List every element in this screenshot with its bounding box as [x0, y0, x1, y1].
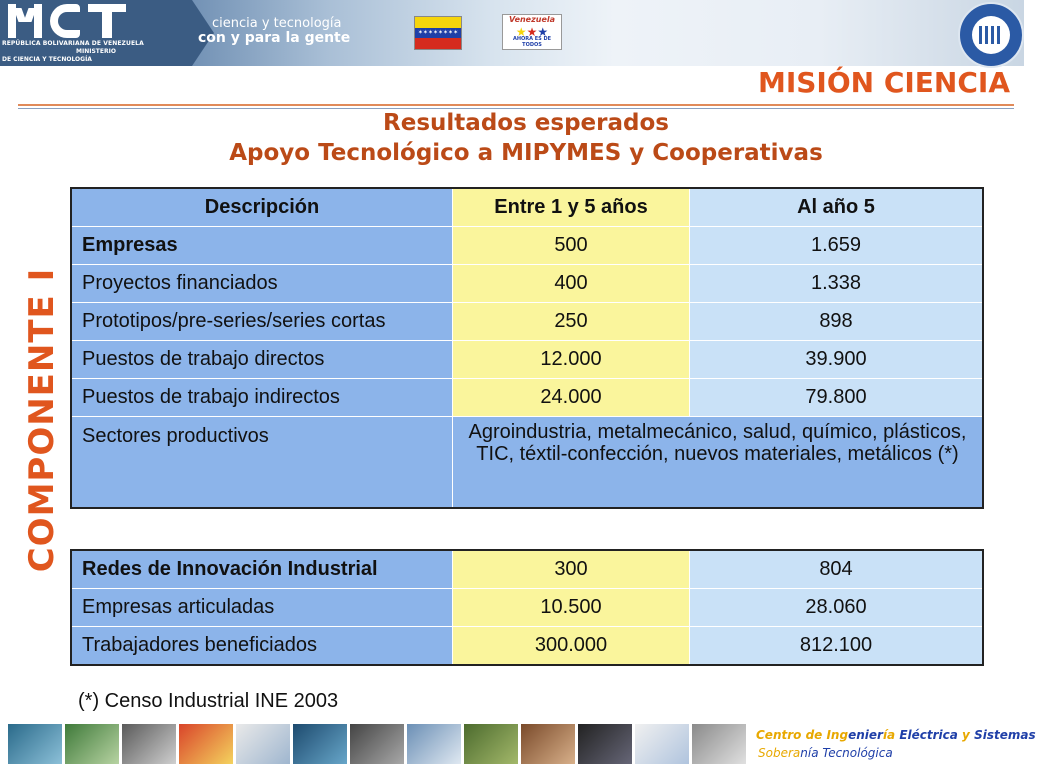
- mct-logo-letters: [8, 4, 126, 38]
- sob-part-b: nía Tecnológica: [800, 746, 893, 760]
- row-label: Proyectos financiados: [71, 265, 453, 303]
- row-value-1: 300.000: [453, 627, 690, 666]
- photo-thumbnail: [179, 724, 233, 764]
- photo-thumbnail: [407, 724, 461, 764]
- tagline-line-1: ciencia y tecnología: [212, 16, 342, 31]
- photo-thumbnail: [350, 724, 404, 764]
- header-divider: [18, 104, 1014, 106]
- footnote: (*) Censo Industrial INE 2003: [78, 690, 339, 712]
- header-descripcion: Descripción: [71, 188, 453, 227]
- componente-label: COMPONENTE I: [22, 267, 62, 573]
- mct-logo: [0, 0, 192, 66]
- sectores-row: [71, 417, 983, 509]
- photo-thumbnail: [236, 724, 290, 764]
- row-label: Redes de Innovación Industrial: [71, 550, 453, 589]
- row-value-2: 1.338: [690, 265, 984, 303]
- mision-ciencia-heading: MISIÓN CIENCIA: [757, 66, 1010, 99]
- photo-thumbnail: [578, 724, 632, 764]
- venezuela-logo: [502, 14, 562, 50]
- row-label: Empresas: [71, 227, 453, 265]
- row-value-2: 28.060: [690, 589, 984, 627]
- centro-part-e: y: [957, 728, 975, 742]
- row-value-1: 300: [453, 550, 690, 589]
- tagline-line-2: con y para la gente: [198, 30, 351, 46]
- venezuela-flag-icon: ✶✶✶✶✶✶✶✶: [414, 16, 462, 50]
- header-divider-thin: [18, 108, 1014, 109]
- sob-part-a: Sobera: [758, 746, 801, 760]
- photo-thumbnail: [8, 724, 62, 764]
- table-row: [71, 379, 983, 417]
- table-header-row: [71, 188, 983, 227]
- sectores-value: Agroindustria, metalmecánico, salud, químico, plásticos, TIC, téxtil-confección, nuevos materiales, metálicos (*): [453, 417, 984, 509]
- table-row: [71, 589, 983, 627]
- row-value-2: 39.900: [690, 341, 984, 379]
- row-value-1: 400: [453, 265, 690, 303]
- row-label: Prototipos/pre-series/series cortas: [71, 303, 453, 341]
- centro-part-f: Sistemas: [974, 728, 1036, 742]
- table-row: [71, 227, 983, 265]
- page-title: Resultados esperados: [383, 110, 669, 136]
- row-value-2: 898: [690, 303, 984, 341]
- logo-subtitle-2: MINISTERIO: [76, 48, 116, 55]
- centro-part-b: enier: [848, 728, 883, 742]
- photo-strip: [8, 724, 746, 764]
- row-value-2: 804: [690, 550, 984, 589]
- photo-thumbnail: [293, 724, 347, 764]
- photo-thumbnail: [635, 724, 689, 764]
- centro-part-c: ía: [882, 728, 900, 742]
- row-label: Empresas articuladas: [71, 589, 453, 627]
- row-value-2: 1.659: [690, 227, 984, 265]
- venezuela-logo-sub: AHORA ES DE TODOS: [512, 36, 552, 48]
- row-value-1: 10.500: [453, 589, 690, 627]
- results-table: [70, 187, 984, 509]
- photo-thumbnail: [464, 724, 518, 764]
- table-row: [71, 265, 983, 303]
- row-label: Puestos de trabajo indirectos: [71, 379, 453, 417]
- photo-thumbnail: [65, 724, 119, 764]
- row-value-2: 812.100: [690, 627, 984, 666]
- logo-subtitle-3: DE CIENCIA Y TECNOLOGÍA: [2, 56, 92, 63]
- stars-icon: ★★★: [515, 25, 549, 39]
- photo-thumbnail: [692, 724, 746, 764]
- row-value-1: 250: [453, 303, 690, 341]
- row-label: Trabajadores beneficiados: [71, 627, 453, 666]
- venezuela-logo-text: Venezuela: [508, 15, 556, 24]
- header-al-ano-5: Al año 5: [690, 188, 984, 227]
- logo-subtitle-1: REPÚBLICA BOLIVARIANA DE VENEZUELA: [2, 40, 144, 47]
- table-row: [71, 341, 983, 379]
- page-subtitle: Apoyo Tecnológico a MIPYMES y Cooperativas: [229, 140, 823, 166]
- centro-ingenieria-logo-text: [756, 728, 1036, 742]
- sectores-label: Sectores productivos: [71, 417, 453, 509]
- table-row: [71, 303, 983, 341]
- row-label: Puestos de trabajo directos: [71, 341, 453, 379]
- photo-thumbnail: [521, 724, 575, 764]
- row-value-1: 500: [453, 227, 690, 265]
- header-banner: [0, 0, 1024, 66]
- foundation-seal-icon: [958, 2, 1024, 68]
- table-row: [71, 550, 983, 589]
- centro-part-a: Centro de Ing: [756, 728, 849, 742]
- table-row: [71, 627, 983, 666]
- row-value-1: 12.000: [453, 341, 690, 379]
- header-entre-1-5: Entre 1 y 5 años: [453, 188, 690, 227]
- row-value-1: 24.000: [453, 379, 690, 417]
- centro-part-d: Eléctrica: [899, 728, 958, 742]
- row-value-2: 79.800: [690, 379, 984, 417]
- innovation-table: [70, 549, 984, 666]
- soberania-tecnologica-text: [758, 746, 893, 760]
- photo-thumbnail: [122, 724, 176, 764]
